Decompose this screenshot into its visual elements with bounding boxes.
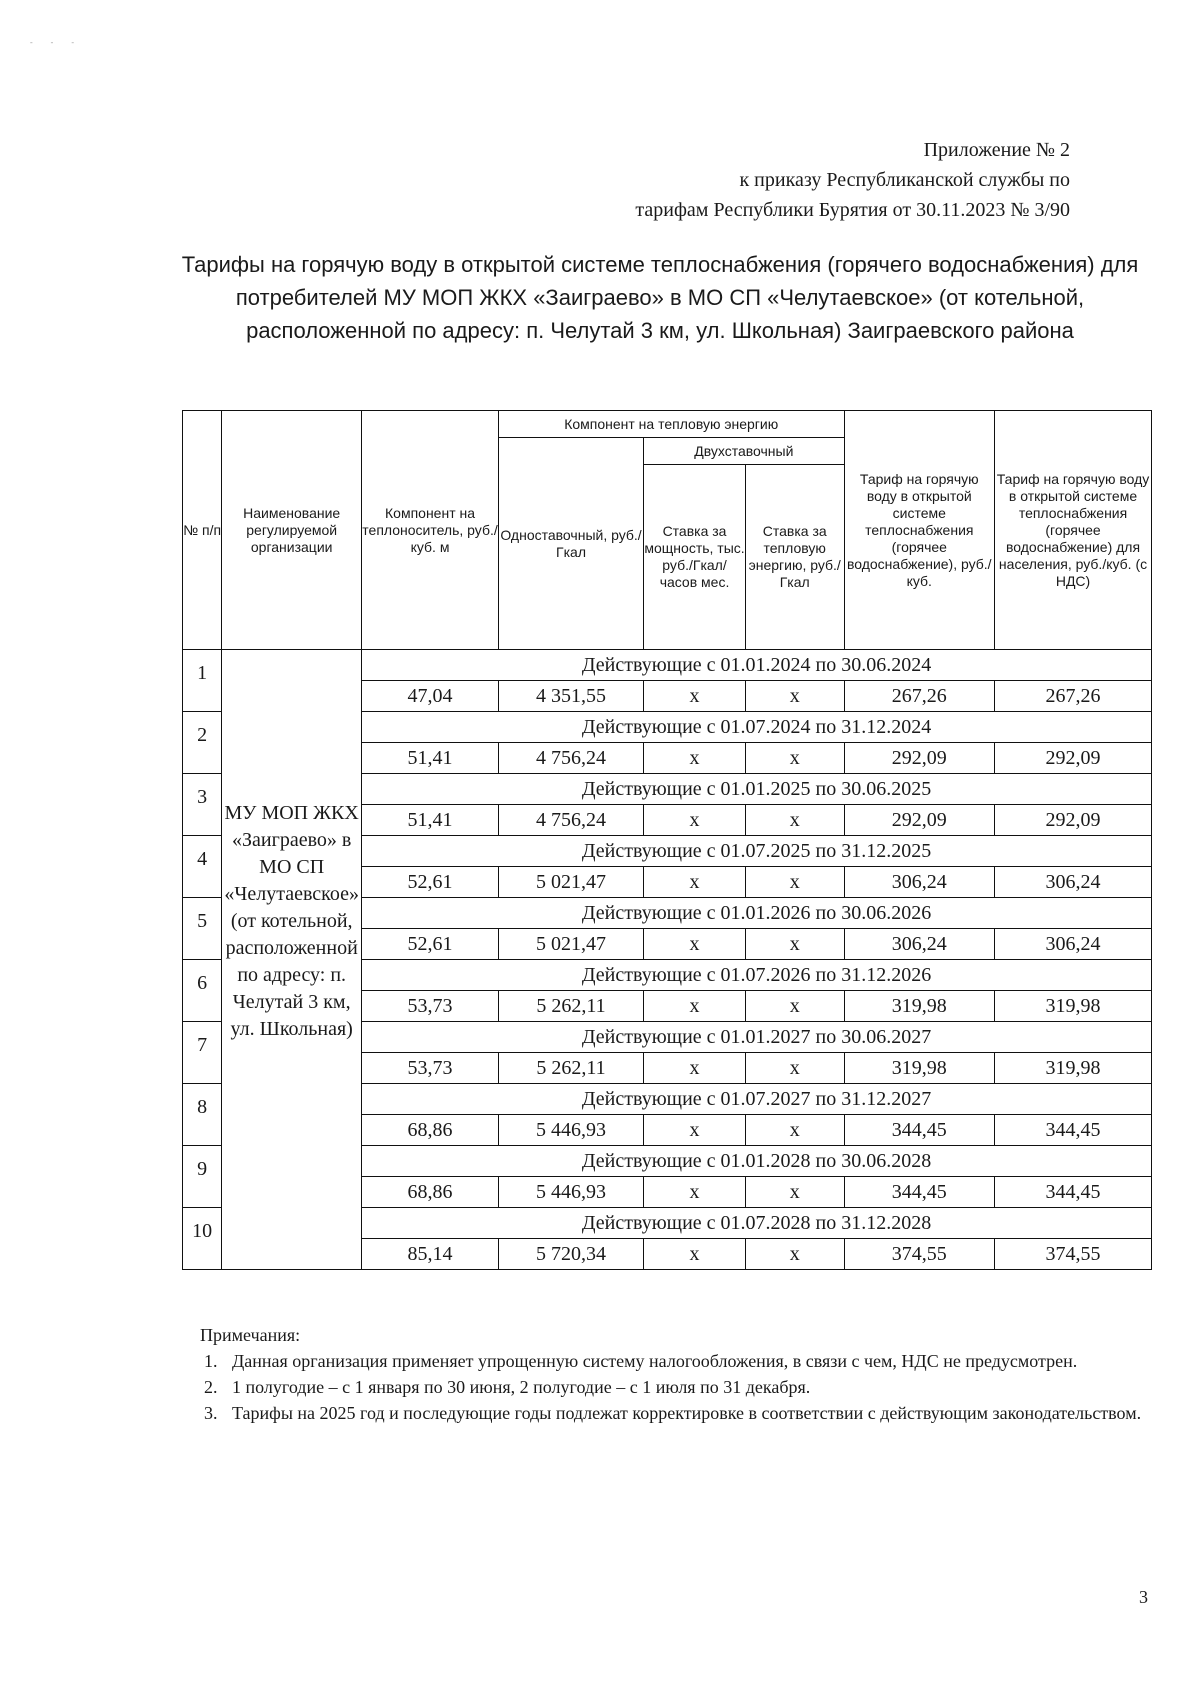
energy-rate-value: x xyxy=(745,743,844,774)
carrier-value: 85,14 xyxy=(362,1239,499,1270)
header-tariff: Тариф на горячую воду в открытой системе теплоснабжения (горячее водоснабжение), руб./куб. xyxy=(844,411,995,650)
header-heat-group: Компонент на тепловую энергию xyxy=(498,411,844,438)
period-label: Действующие с 01.01.2026 по 30.06.2026 xyxy=(362,898,1152,929)
capacity-rate-value: x xyxy=(644,867,746,898)
appendix-line-3: тарифам Республики Бурятия от 30.11.2023 № 3/90 xyxy=(635,199,1070,221)
note-item-3: 3. Тарифы на 2025 год и последующие годы подлежат корректировке в соответствии с действующим законодательством. xyxy=(222,1400,1150,1426)
capacity-rate-value: x xyxy=(644,1115,746,1146)
carrier-value: 51,41 xyxy=(362,805,499,836)
carrier-value: 68,86 xyxy=(362,1177,499,1208)
single-rate-value: 5 262,11 xyxy=(498,991,643,1022)
note-item-2: 2. 1 полугодие – с 1 января по 30 июня, 2 полугодие – с 1 июля по 31 декабря. xyxy=(222,1374,1150,1400)
tariff-population-value: 267,26 xyxy=(995,681,1152,712)
energy-rate-value: x xyxy=(745,867,844,898)
row-number: 7 xyxy=(183,1022,222,1084)
energy-rate-value: x xyxy=(745,681,844,712)
energy-rate-value: x xyxy=(745,805,844,836)
header-capacity-rate: Ставка за мощность, тыс. руб./Гкал/часов мес. xyxy=(644,465,746,650)
header-carrier: Компонент на теплоноситель, руб./куб. м xyxy=(362,411,499,650)
notes-list xyxy=(200,1348,1150,1426)
row-number: 3 xyxy=(183,774,222,836)
row-number: 10 xyxy=(183,1208,222,1270)
tariff-population-value: 319,98 xyxy=(995,991,1152,1022)
carrier-value: 52,61 xyxy=(362,929,499,960)
row-number: 2 xyxy=(183,712,222,774)
row-number: 1 xyxy=(183,650,222,712)
capacity-rate-value: x xyxy=(644,1177,746,1208)
tariff-value: 319,98 xyxy=(844,1053,995,1084)
appendix-header xyxy=(635,135,1070,225)
carrier-value: 51,41 xyxy=(362,743,499,774)
header-energy-rate: Ставка за тепловую энергию, руб./Гкал xyxy=(745,465,844,650)
single-rate-value: 5 446,93 xyxy=(498,1177,643,1208)
organization-name: МУ МОП ЖКХ «Заиграево» в МО СП «Челутаевское» (от котельной, расположенной по адресу: п. Челутай 3 км, ул. Школьная) xyxy=(222,650,362,1270)
tariff-population-value: 374,55 xyxy=(995,1239,1152,1270)
tariff-population-value: 319,98 xyxy=(995,1053,1152,1084)
tariff-table-body xyxy=(183,650,1152,1270)
carrier-value: 53,73 xyxy=(362,991,499,1022)
energy-rate-value: x xyxy=(745,991,844,1022)
tariff-population-value: 344,45 xyxy=(995,1177,1152,1208)
period-label: Действующие с 01.01.2025 по 30.06.2025 xyxy=(362,774,1152,805)
capacity-rate-value: x xyxy=(644,991,746,1022)
carrier-value: 53,73 xyxy=(362,1053,499,1084)
period-label: Действующие с 01.01.2027 по 30.06.2027 xyxy=(362,1022,1152,1053)
tariff-value: 344,45 xyxy=(844,1177,995,1208)
row-number: 6 xyxy=(183,960,222,1022)
energy-rate-value: x xyxy=(745,1053,844,1084)
single-rate-value: 5 021,47 xyxy=(498,867,643,898)
energy-rate-value: x xyxy=(745,1115,844,1146)
header-org: Наименование регулируемой организации xyxy=(222,411,362,650)
capacity-rate-value: x xyxy=(644,1053,746,1084)
single-rate-value: 5 262,11 xyxy=(498,1053,643,1084)
capacity-rate-value: x xyxy=(644,929,746,960)
tariff-population-value: 306,24 xyxy=(995,929,1152,960)
appendix-line-1: Приложение № 2 xyxy=(923,139,1070,161)
tariff-population-value: 292,09 xyxy=(995,743,1152,774)
period-label: Действующие с 01.07.2028 по 31.12.2028 xyxy=(362,1208,1152,1239)
capacity-rate-value: x xyxy=(644,1239,746,1270)
header-single-rate: Одноставочный, руб./Гкал xyxy=(498,438,643,650)
period-label: Действующие с 01.07.2027 по 31.12.2027 xyxy=(362,1084,1152,1115)
period-label: Действующие с 01.07.2025 по 31.12.2025 xyxy=(362,836,1152,867)
capacity-rate-value: x xyxy=(644,681,746,712)
note-item-1: 1. Данная организация применяет упрощенную систему налогообложения, в связи с чем, НДС не предусмотрен. xyxy=(222,1348,1150,1374)
period-label: Действующие с 01.07.2026 по 31.12.2026 xyxy=(362,960,1152,991)
row-number: 5 xyxy=(183,898,222,960)
tariff-value: 319,98 xyxy=(844,991,995,1022)
capacity-rate-value: x xyxy=(644,743,746,774)
period-label: Действующие с 01.01.2024 по 30.06.2024 xyxy=(362,650,1152,681)
carrier-value: 52,61 xyxy=(362,867,499,898)
energy-rate-value: x xyxy=(745,929,844,960)
page-number: 3 xyxy=(1139,1587,1148,1607)
carrier-value: 47,04 xyxy=(362,681,499,712)
row-number: 8 xyxy=(183,1084,222,1146)
carrier-value: 68,86 xyxy=(362,1115,499,1146)
header-tariff-population: Тариф на горячую воду в открытой системе теплоснабжения (горячее водоснабжение) для населения, руб./куб. (с НДС) xyxy=(995,411,1152,650)
scan-artifact: - - - xyxy=(30,38,82,47)
energy-rate-value: x xyxy=(745,1239,844,1270)
single-rate-value: 5 021,47 xyxy=(498,929,643,960)
period-label: Действующие с 01.07.2024 по 31.12.2024 xyxy=(362,712,1152,743)
period-row xyxy=(183,650,1152,681)
single-rate-value: 5 720,34 xyxy=(498,1239,643,1270)
header-two-part: Двухставочный xyxy=(644,438,844,465)
tariff-value: 292,09 xyxy=(844,743,995,774)
tariff-value: 306,24 xyxy=(844,929,995,960)
appendix-line-2: к приказу Республиканской службы по xyxy=(739,169,1070,191)
capacity-rate-value: x xyxy=(644,805,746,836)
tariff-table xyxy=(182,410,1152,1270)
document-title: Тарифы на горячую воду в открытой системе теплоснабжения (горячего водоснабжения) для потребителей МУ МОП ЖКХ «Заиграево» в МО СП «Челутаевское» (от котельной, расположенной по адресу: п. Челутай 3 км, ул. Школьная) Заиграевского района xyxy=(181,252,1139,343)
row-number: 9 xyxy=(183,1146,222,1208)
energy-rate-value: x xyxy=(745,1177,844,1208)
tariff-population-value: 306,24 xyxy=(995,867,1152,898)
row-number: 4 xyxy=(183,836,222,898)
single-rate-value: 4 351,55 xyxy=(498,681,643,712)
tariff-population-value: 292,09 xyxy=(995,805,1152,836)
notes-heading: Примечания: xyxy=(200,1325,301,1345)
tariff-value: 267,26 xyxy=(844,681,995,712)
tariff-value: 374,55 xyxy=(844,1239,995,1270)
header-num: № п/п xyxy=(183,411,222,650)
tariff-value: 306,24 xyxy=(844,867,995,898)
single-rate-value: 4 756,24 xyxy=(498,743,643,774)
period-label: Действующие с 01.01.2028 по 30.06.2028 xyxy=(362,1146,1152,1177)
tariff-value: 344,45 xyxy=(844,1115,995,1146)
tariff-population-value: 344,45 xyxy=(995,1115,1152,1146)
notes-section xyxy=(200,1322,1150,1426)
tariff-value: 292,09 xyxy=(844,805,995,836)
single-rate-value: 5 446,93 xyxy=(498,1115,643,1146)
single-rate-value: 4 756,24 xyxy=(498,805,643,836)
